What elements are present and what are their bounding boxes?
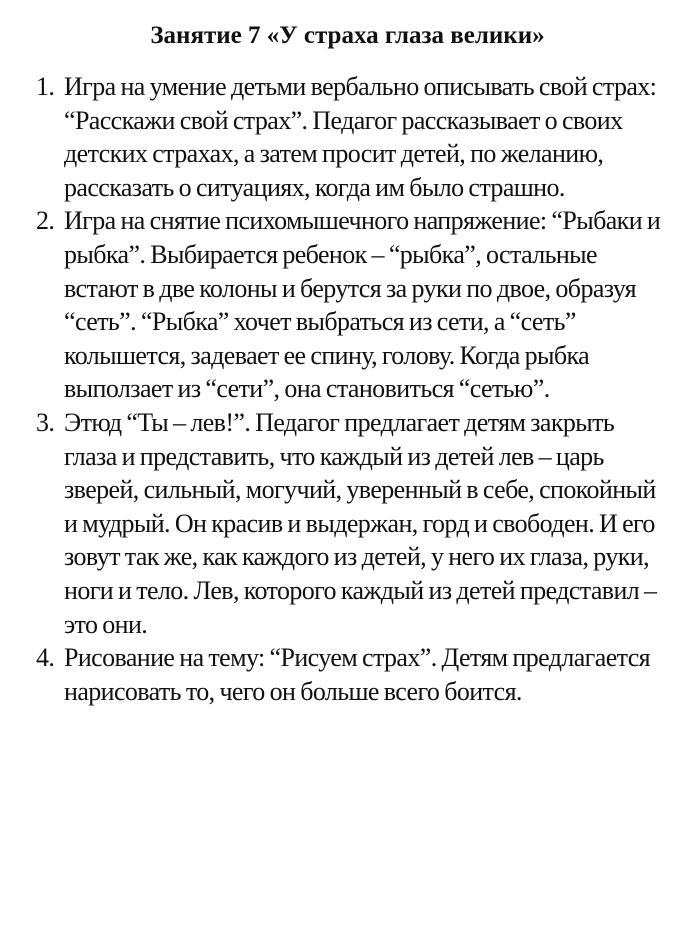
item-number: 1. (36, 72, 55, 101)
lesson-title: Занятие 7 «У страха глаза велики» (150, 22, 545, 49)
activity-list (36, 70, 666, 708)
item-text: Рисование на тему: “Рисуем страх”. Детям предлагается нарисовать то, чего он больше всего боится. (64, 643, 651, 706)
item-number: 3. (36, 407, 55, 437)
item-text: Игра на снятие психомышечного напряжение: “Рыбаки и рыбка”. Выбирается ребенок – “рыбка”, остальные встают в две колоны и берутся за руки по двое, образуя “сеть”. “Рыбка” хочет выбраться из сети, а “сеть” колышется, задевает ее спину, голову. Когда рыбка выползает из “сети”, она становиться “сетью”. (64, 206, 661, 404)
item-number: 4. (36, 643, 55, 673)
list-item (36, 70, 666, 204)
list-item (36, 641, 666, 708)
item-number: 2. (36, 206, 55, 236)
item-text: Игра на умение детьми вербально описывать свой страх: “Расскажи свой страх”. Педагог рассказывает о своих детских страхах, а затем просит детей, по желанию, рассказать о ситуациях, когда им было страшно. (64, 72, 657, 202)
list-item (36, 406, 666, 641)
item-text: Этюд “Ты – лев!”. Педагог предлагает детям закрыть глаза и представить, что каждый из детей лев – царь зверей, сильный, могучий, уверенный в себе, спокойный и мудрый. Он красив и выдержан, горд и свободен. И его зовут так же, как каждого из детей, у него их глаза, руки, ноги и тело. Лев, которого каждый из детей представил – это они. (64, 407, 657, 639)
list-item (36, 204, 666, 406)
